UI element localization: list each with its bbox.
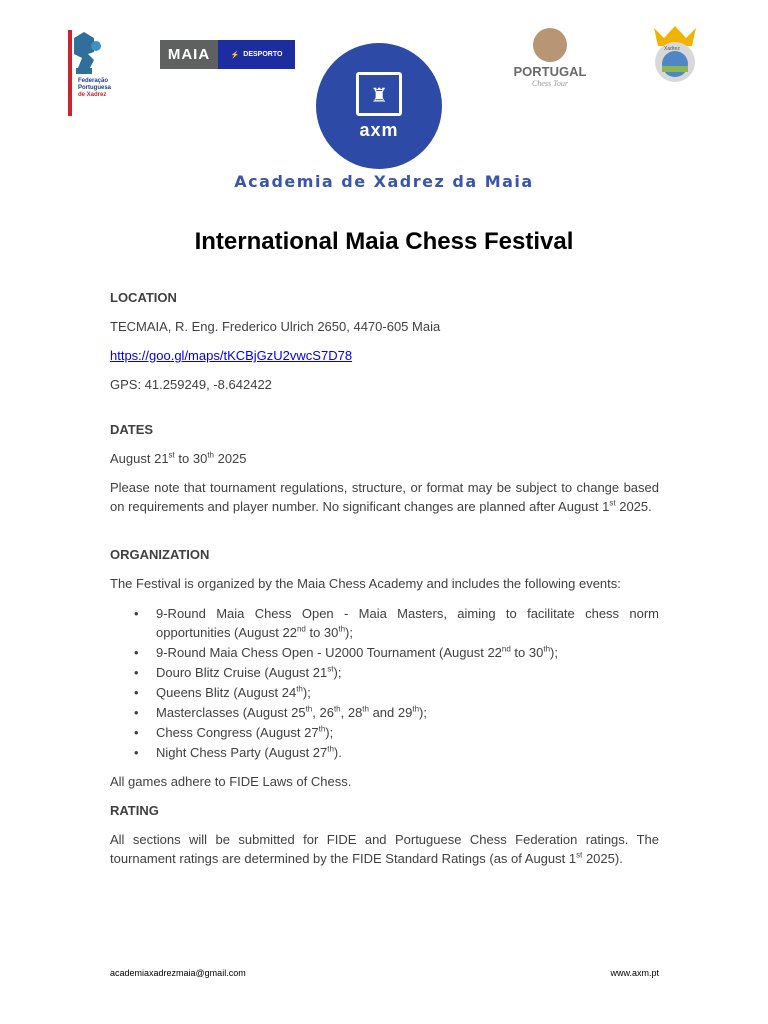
fpx-line-2: Portuguesa	[78, 85, 112, 91]
list-item: • Masterclasses (August 25th, 26th, 28th and 29th);	[134, 704, 427, 720]
dates-range: August 21st to 30th 2025	[110, 450, 247, 466]
knight-icon	[64, 30, 112, 118]
xadrez-word: Xadrez	[664, 46, 680, 52]
organization-heading: ORGANIZATION	[110, 547, 210, 562]
fpx-line-3: de Xadrez	[78, 92, 107, 98]
dates-heading: DATES	[110, 422, 154, 437]
dates-note: Please note that tournament regulations, structure, or format may be subject to change based on requirements and player number. No significant changes are planned after August 1st 2025.	[110, 480, 659, 514]
runner-icon: ⚡	[230, 51, 240, 59]
list-item: • Chess Congress (August 27th);	[134, 724, 334, 740]
rating-heading: RATING	[110, 803, 159, 818]
maps-link[interactable]: https://goo.gl/maps/tKCBjGzU2vwcS7D78	[110, 348, 353, 363]
axm-logo	[316, 43, 442, 169]
list-item: • Douro Blitz Cruise (August 21st);	[134, 664, 342, 680]
list-item: • 9-Round Maia Chess Open - Maia Masters, aiming to facilitate chess norm opportunities (August 22nd to 30th);	[134, 606, 659, 640]
horse-head-icon	[533, 28, 567, 62]
rook-icon: ♜	[356, 72, 402, 116]
crown-icon	[650, 24, 700, 84]
location-heading: LOCATION	[110, 290, 177, 305]
maia-desporto-logo	[160, 40, 295, 69]
chess-tour-word: Chess Tour	[532, 79, 568, 88]
gps-coordinates: GPS: 41.259249, -8.642422	[110, 377, 272, 392]
academy-name: Academia de Xadrez da Maia	[234, 172, 534, 191]
list-item: • 9-Round Maia Chess Open - U2000 Tournament (August 22nd to 30th);	[134, 644, 558, 660]
portugal-word: PORTUGAL	[513, 64, 587, 79]
footer-email: academiaxadrezmaia@gmail.com	[110, 968, 246, 978]
portugal-chess-tour-logo	[508, 28, 592, 92]
axm-logo-text: axm	[359, 119, 399, 140]
organization-closing: All games adhere to FIDE Laws of Chess.	[110, 774, 352, 789]
desporto-text: DESPORTO	[243, 51, 283, 58]
list-item: • Night Chess Party (August 27th).	[134, 744, 342, 760]
fpx-logo	[64, 30, 112, 118]
maia-logo-text: MAIA	[160, 40, 218, 69]
organization-intro: The Festival is organized by the Maia Chess Academy and includes the following events:	[110, 576, 621, 591]
page-title: International Maia Chess Festival	[194, 228, 574, 255]
footer-website: www.axm.pt	[610, 968, 659, 978]
list-item: • Queens Blitz (August 24th);	[134, 684, 311, 700]
fpx-line-1: Federação	[78, 78, 109, 84]
events-list	[110, 604, 659, 763]
xadrez-crown-logo	[650, 24, 700, 84]
location-address: TECMAIA, R. Eng. Frederico Ulrich 2650, 4470-605 Maia	[110, 319, 441, 334]
rating-text: All sections will be submitted for FIDE and Portuguese Chess Federation ratings. The tournament ratings are determined by the FIDE Standard Ratings (as of August 1st 2025).	[110, 832, 659, 866]
